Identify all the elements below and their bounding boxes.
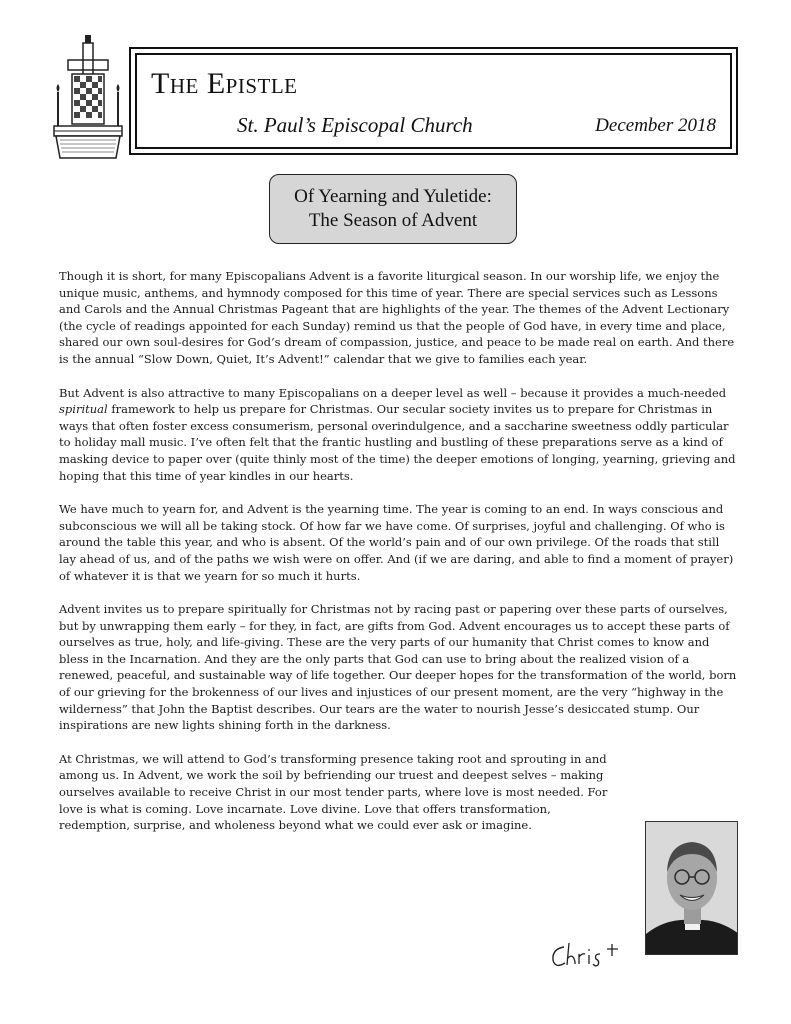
article-paragraph-1: Though it is short, for many Episcopalians Advent is a favorite liturgical season. In our worship life, we enjoy the unique music, anthems, and hymnody composed for this time of year. There are special services such as Lessons and Carols and the Annual Christmas Pageant that are highlights of the year. The themes of the Advent Lectionary (the cycle of readings appointed for each Sunday) remind us that the people of God have, in every time and place, shared our own soul-desires for God’s dream of compassion, justice, and peace to be made real on earth. And there is the annual “Slow Down, Quiet, It’s Advent!” calendar that we give to families each year. [59, 269, 735, 366]
article-body [59, 268, 739, 851]
church-name: St. Paul’s Episcopal Church [237, 113, 473, 137]
article-title-line-2: The Season of Advent [308, 210, 478, 231]
emphasized-word: spiritual [59, 402, 108, 417]
article-title-line-1: Of Yearning and Yuletide: [294, 186, 492, 207]
article-title-banner [269, 174, 517, 244]
newsletter-title: The Epistle [151, 67, 298, 100]
author-signature [548, 940, 628, 972]
logo [52, 34, 124, 160]
masthead-inner-frame [135, 53, 732, 149]
article-paragraph-3: We have much to yearn for, and Advent is the yearning time. The year is coming to an end. In ways conscious and subconscious we will all be taking stock. Of how far we have come. Of surprises, joyful and challenging. Of who is around the table this year, and who is absent. Of the world’s pain and of our own privilege. Of the roads that still lay ahead of us, and of the paths we wish were on offer. And (if we are daring, and able to find a moment of prayer) of whatever it is that we yearn for so much it hurts. [59, 502, 734, 583]
article-paragraph-2: But Advent is also attractive to many Episcopalians on a deeper level as well – because it provides a much-needed spiritual framework to help us prepare for Christmas. Our secular society invites us to prepare for Christmas in ways that often foster excess consumerism, personal overindulgence, and a saccharine sweetness oddly particular to holiday mall music. I’ve often felt that the frantic hustling and bustling of these preparations serve as a kind of masking device to paper over (quite thinly most of the time) the deeper emotions of longing, yearning, grieving and hoping that this time of year kindles in our hearts. [59, 385, 736, 483]
church-window-cross-icon [52, 34, 124, 160]
article-paragraph-4: Advent invites us to prepare spiritually for Christmas not by racing past or papering over these parts of ourselves, but by unwrapping them early – for they, in fact, are gifts from God. Advent encourages us to accept these parts of ourselves as true, holy, and life-giving. These are the very parts of our humanity that Christ comes to know and bless in the Incarnation. And they are the only parts that God can use to bring about the realized vision of a renewed, peaceful, and sustainable way of life together. Our deeper hopes for the transformation of the world, born of our grieving for the brokenness of our lives and injustices of our present moment, are the very “highway in the wilderness” that John the Baptist describes. Our tears are the water to nourish Jesse’s desiccated stump. Our inspirations are new lights shining forth in the darkness. [59, 602, 737, 733]
issue-date: December 2018 [595, 115, 716, 136]
author-portrait-image [646, 822, 738, 955]
masthead [129, 47, 738, 155]
author-photo [645, 821, 738, 955]
article-paragraph-5: At Christmas, we will attend to God’s transforming presence taking root and sprouting in and among us. In Advent, we work the soil by befriending our truest and deepest selves – making ourselves available to receive Christ in our most tender parts, where love is most needed. For love is what is coming. Love incarnate. Love divine. Love that offers transformation, redemption, surprise, and wholeness beyond what we could ever ask or imagine. [59, 751, 608, 833]
